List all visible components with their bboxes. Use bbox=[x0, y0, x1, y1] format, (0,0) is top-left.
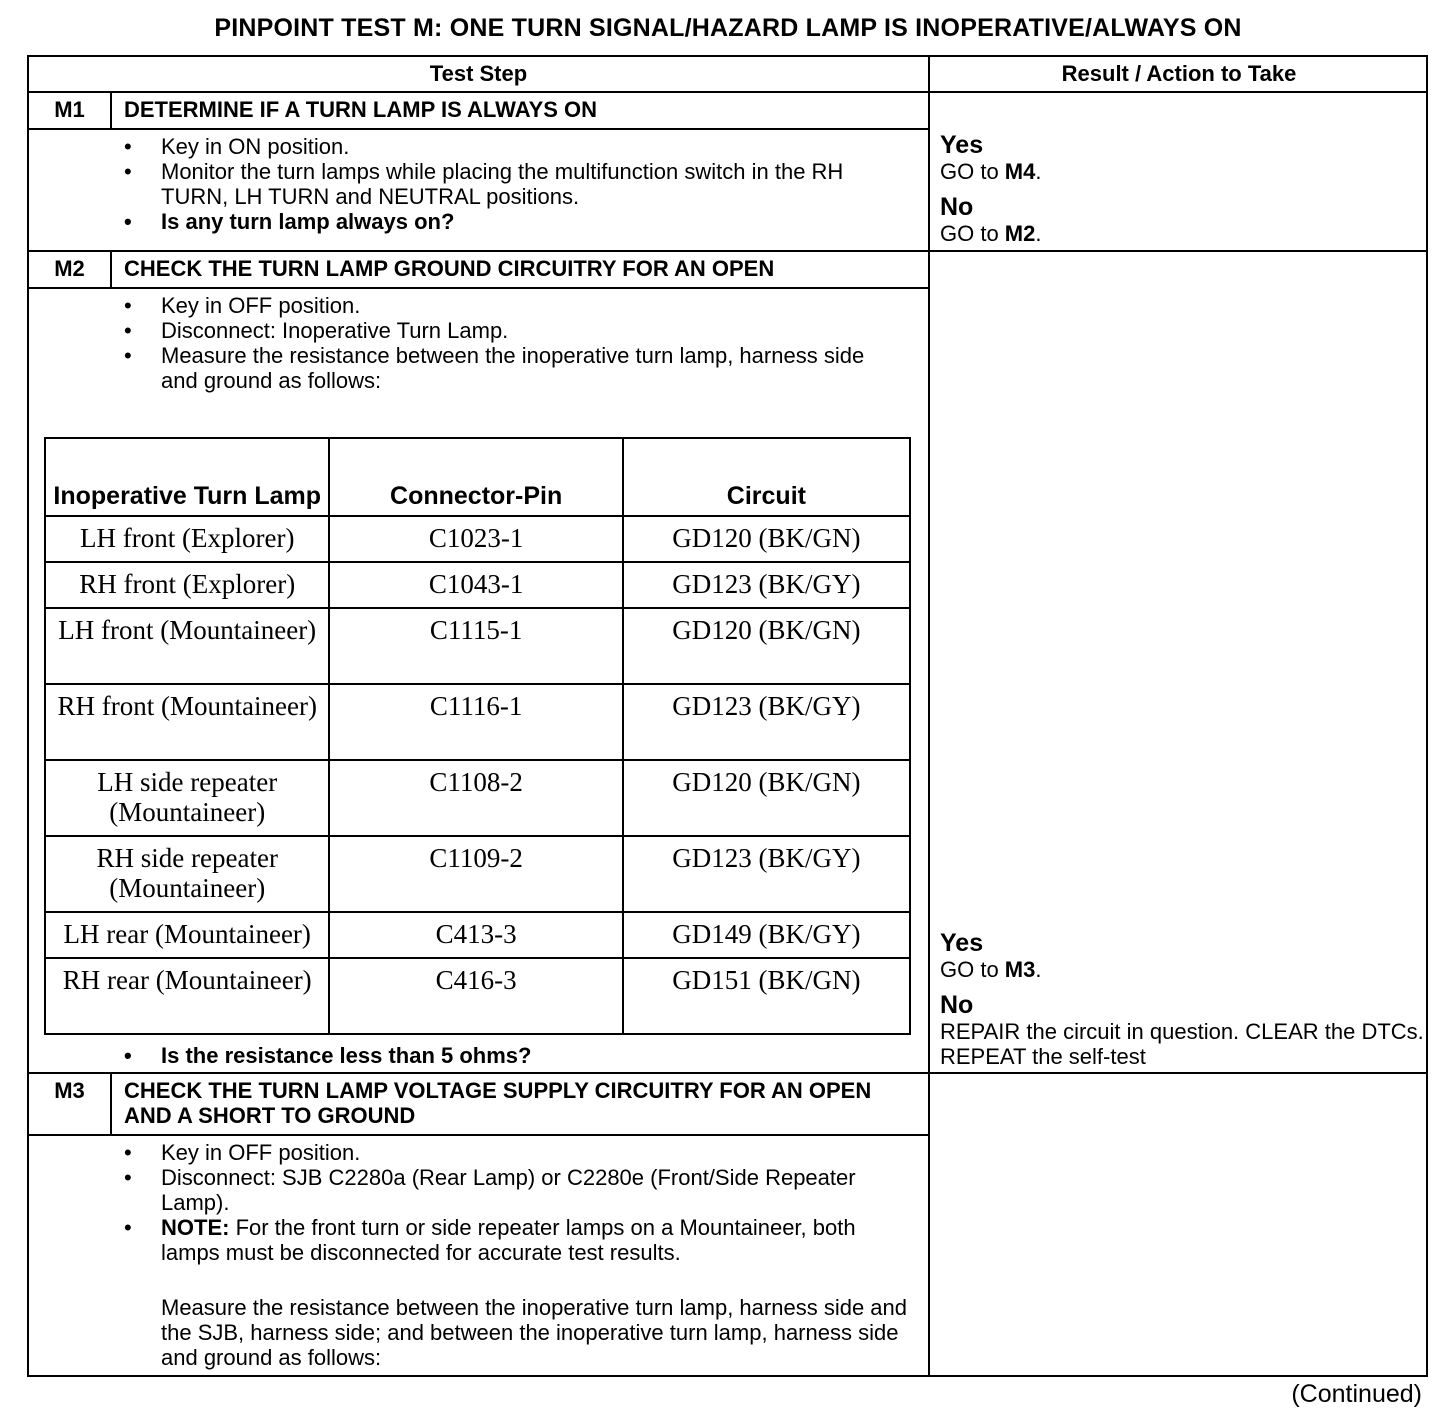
step-m3-instructions bbox=[124, 1140, 904, 1265]
step-m2-instructions bbox=[124, 293, 904, 393]
goto-m4-link[interactable]: M4 bbox=[1004, 159, 1036, 184]
step-question-m2: • Is the resistance less than 5 ohms? bbox=[124, 1043, 904, 1068]
lamp-cell: LH side repeater (Mountaineer) bbox=[45, 760, 329, 836]
step-id-divider bbox=[110, 252, 112, 287]
lamp-cell: RH front (Mountaineer) bbox=[45, 684, 329, 760]
goto-m2-link[interactable]: M2 bbox=[1004, 221, 1036, 246]
note-label: NOTE: bbox=[161, 1215, 230, 1240]
lamp-cell: RH front (Explorer) bbox=[45, 562, 329, 608]
goto-m3-link[interactable]: M3 bbox=[1004, 957, 1036, 982]
col-header-circuit: Circuit bbox=[623, 438, 910, 516]
result-yes-label: Yes bbox=[940, 929, 984, 957]
step-title-m1: DETERMINE IF A TURN LAMP IS ALWAYS ON bbox=[124, 97, 598, 122]
step-title-m3: CHECK THE TURN LAMP VOLTAGE SUPPLY CIRCUITRY FOR AN OPEN AND A SHORT TO GROUND bbox=[124, 1078, 872, 1128]
table-row bbox=[45, 958, 910, 1034]
result-yes-label: Yes bbox=[940, 131, 984, 159]
result-no-label: No bbox=[940, 193, 974, 221]
connector-pin-cell: C1116-1 bbox=[329, 684, 622, 760]
step-m2-question-list bbox=[124, 1043, 904, 1068]
step-id-divider bbox=[110, 1074, 112, 1134]
table-row bbox=[45, 912, 910, 958]
instruction-item: • Key in ON position. bbox=[124, 134, 904, 159]
instruction-item: • Disconnect: Inoperative Turn Lamp. bbox=[124, 318, 904, 343]
header-result: Result / Action to Take bbox=[1061, 61, 1297, 86]
step-m1-instructions bbox=[124, 134, 904, 234]
step-id-divider bbox=[110, 93, 112, 128]
lamp-cell: RH rear (Mountaineer) bbox=[45, 958, 329, 1034]
instruction-item: • Disconnect: SJB C2280a (Rear Lamp) or C2280e (Front/Side Repeater Lamp). bbox=[124, 1165, 904, 1215]
instruction-item: • Monitor the turn lamps while placing the multifunction switch in the RH TURN, LH TURN and NEUTRAL positions. bbox=[124, 159, 904, 209]
table-row bbox=[45, 760, 910, 836]
table-row bbox=[45, 608, 910, 684]
table-row bbox=[45, 684, 910, 760]
lamp-cell: LH rear (Mountaineer) bbox=[45, 912, 329, 958]
step-id-m3: M3 bbox=[54, 1078, 85, 1103]
circuit-cell: GD120 (BK/GN) bbox=[623, 760, 910, 836]
connector-pin-cell: C1023-1 bbox=[329, 516, 622, 562]
result-m2 bbox=[940, 929, 1430, 1069]
instruction-item: • Key in OFF position. bbox=[124, 293, 904, 318]
column-divider bbox=[928, 57, 930, 1375]
step-divider bbox=[29, 250, 1426, 252]
continued-label: (Continued) bbox=[1291, 1380, 1422, 1408]
lamp-cell: RH side repeater (Mountaineer) bbox=[45, 836, 329, 912]
col-header-lamp: Inoperative Turn Lamp bbox=[45, 438, 329, 516]
connector-pin-cell: C1043-1 bbox=[329, 562, 622, 608]
step-id-m1: M1 bbox=[54, 97, 85, 122]
connector-pin-cell: C413-3 bbox=[329, 912, 622, 958]
step-divider bbox=[29, 1072, 1426, 1074]
circuit-cell: GD120 (BK/GN) bbox=[623, 516, 910, 562]
connector-pin-cell: C416-3 bbox=[329, 958, 622, 1034]
step-question-m1: • Is any turn lamp always on? bbox=[124, 209, 904, 234]
measure-instruction: Measure the resistance between the inoperative turn lamp, harness side and the SJB, harness side; and between the inoperative turn lamp, harness side and ground as follows: bbox=[161, 1295, 907, 1370]
result-yes-action: GO to M4. bbox=[940, 159, 1042, 184]
pinpoint-test-table bbox=[27, 55, 1428, 1377]
lamp-cell: LH front (Explorer) bbox=[45, 516, 329, 562]
circuit-table bbox=[44, 437, 911, 1035]
result-m1 bbox=[940, 131, 1430, 246]
step-title-divider bbox=[29, 287, 928, 289]
instruction-item: • Measure the resistance between the inoperative turn lamp, harness side and ground as follows: bbox=[124, 343, 904, 393]
col-header-connector-pin: Connector-Pin bbox=[329, 438, 622, 516]
step-title-divider bbox=[29, 1134, 928, 1136]
connector-pin-cell: C1115-1 bbox=[329, 608, 622, 684]
circuit-cell: GD149 (BK/GY) bbox=[623, 912, 910, 958]
circuit-cell: GD123 (BK/GY) bbox=[623, 562, 910, 608]
circuit-cell: GD123 (BK/GY) bbox=[623, 684, 910, 760]
step-title-m2: CHECK THE TURN LAMP GROUND CIRCUITRY FOR AN OPEN bbox=[124, 256, 775, 281]
table-row bbox=[45, 836, 910, 912]
table-row bbox=[45, 562, 910, 608]
lamp-cell: LH front (Mountaineer) bbox=[45, 608, 329, 684]
circuit-cell: GD120 (BK/GN) bbox=[623, 608, 910, 684]
result-yes-action: GO to M3. bbox=[940, 957, 1042, 982]
header-test-step: Test Step bbox=[429, 61, 528, 86]
page-title: PINPOINT TEST M: ONE TURN SIGNAL/HAZARD LAMP IS INOPERATIVE/ALWAYS ON bbox=[214, 14, 1242, 42]
connector-pin-cell: C1109-2 bbox=[329, 836, 622, 912]
circuit-cell: GD151 (BK/GN) bbox=[623, 958, 910, 1034]
circuit-cell: GD123 (BK/GY) bbox=[623, 836, 910, 912]
result-no-action: GO to M2. bbox=[940, 221, 1042, 246]
result-no-label: No bbox=[940, 991, 974, 1019]
note-item bbox=[124, 1215, 904, 1265]
connector-pin-cell: C1108-2 bbox=[329, 760, 622, 836]
table-row bbox=[45, 516, 910, 562]
note-text: For the front turn or side repeater lamps on a Mountaineer, both lamps must be disconnected for accurate test results. bbox=[161, 1215, 856, 1265]
result-no-action: REPAIR the circuit in question. CLEAR the DTCs. REPEAT the self-test bbox=[940, 1019, 1424, 1069]
step-id-m2: M2 bbox=[54, 256, 85, 281]
step-title-divider bbox=[29, 128, 928, 130]
header-divider bbox=[29, 91, 1426, 93]
instruction-item: • Key in OFF position. bbox=[124, 1140, 904, 1165]
